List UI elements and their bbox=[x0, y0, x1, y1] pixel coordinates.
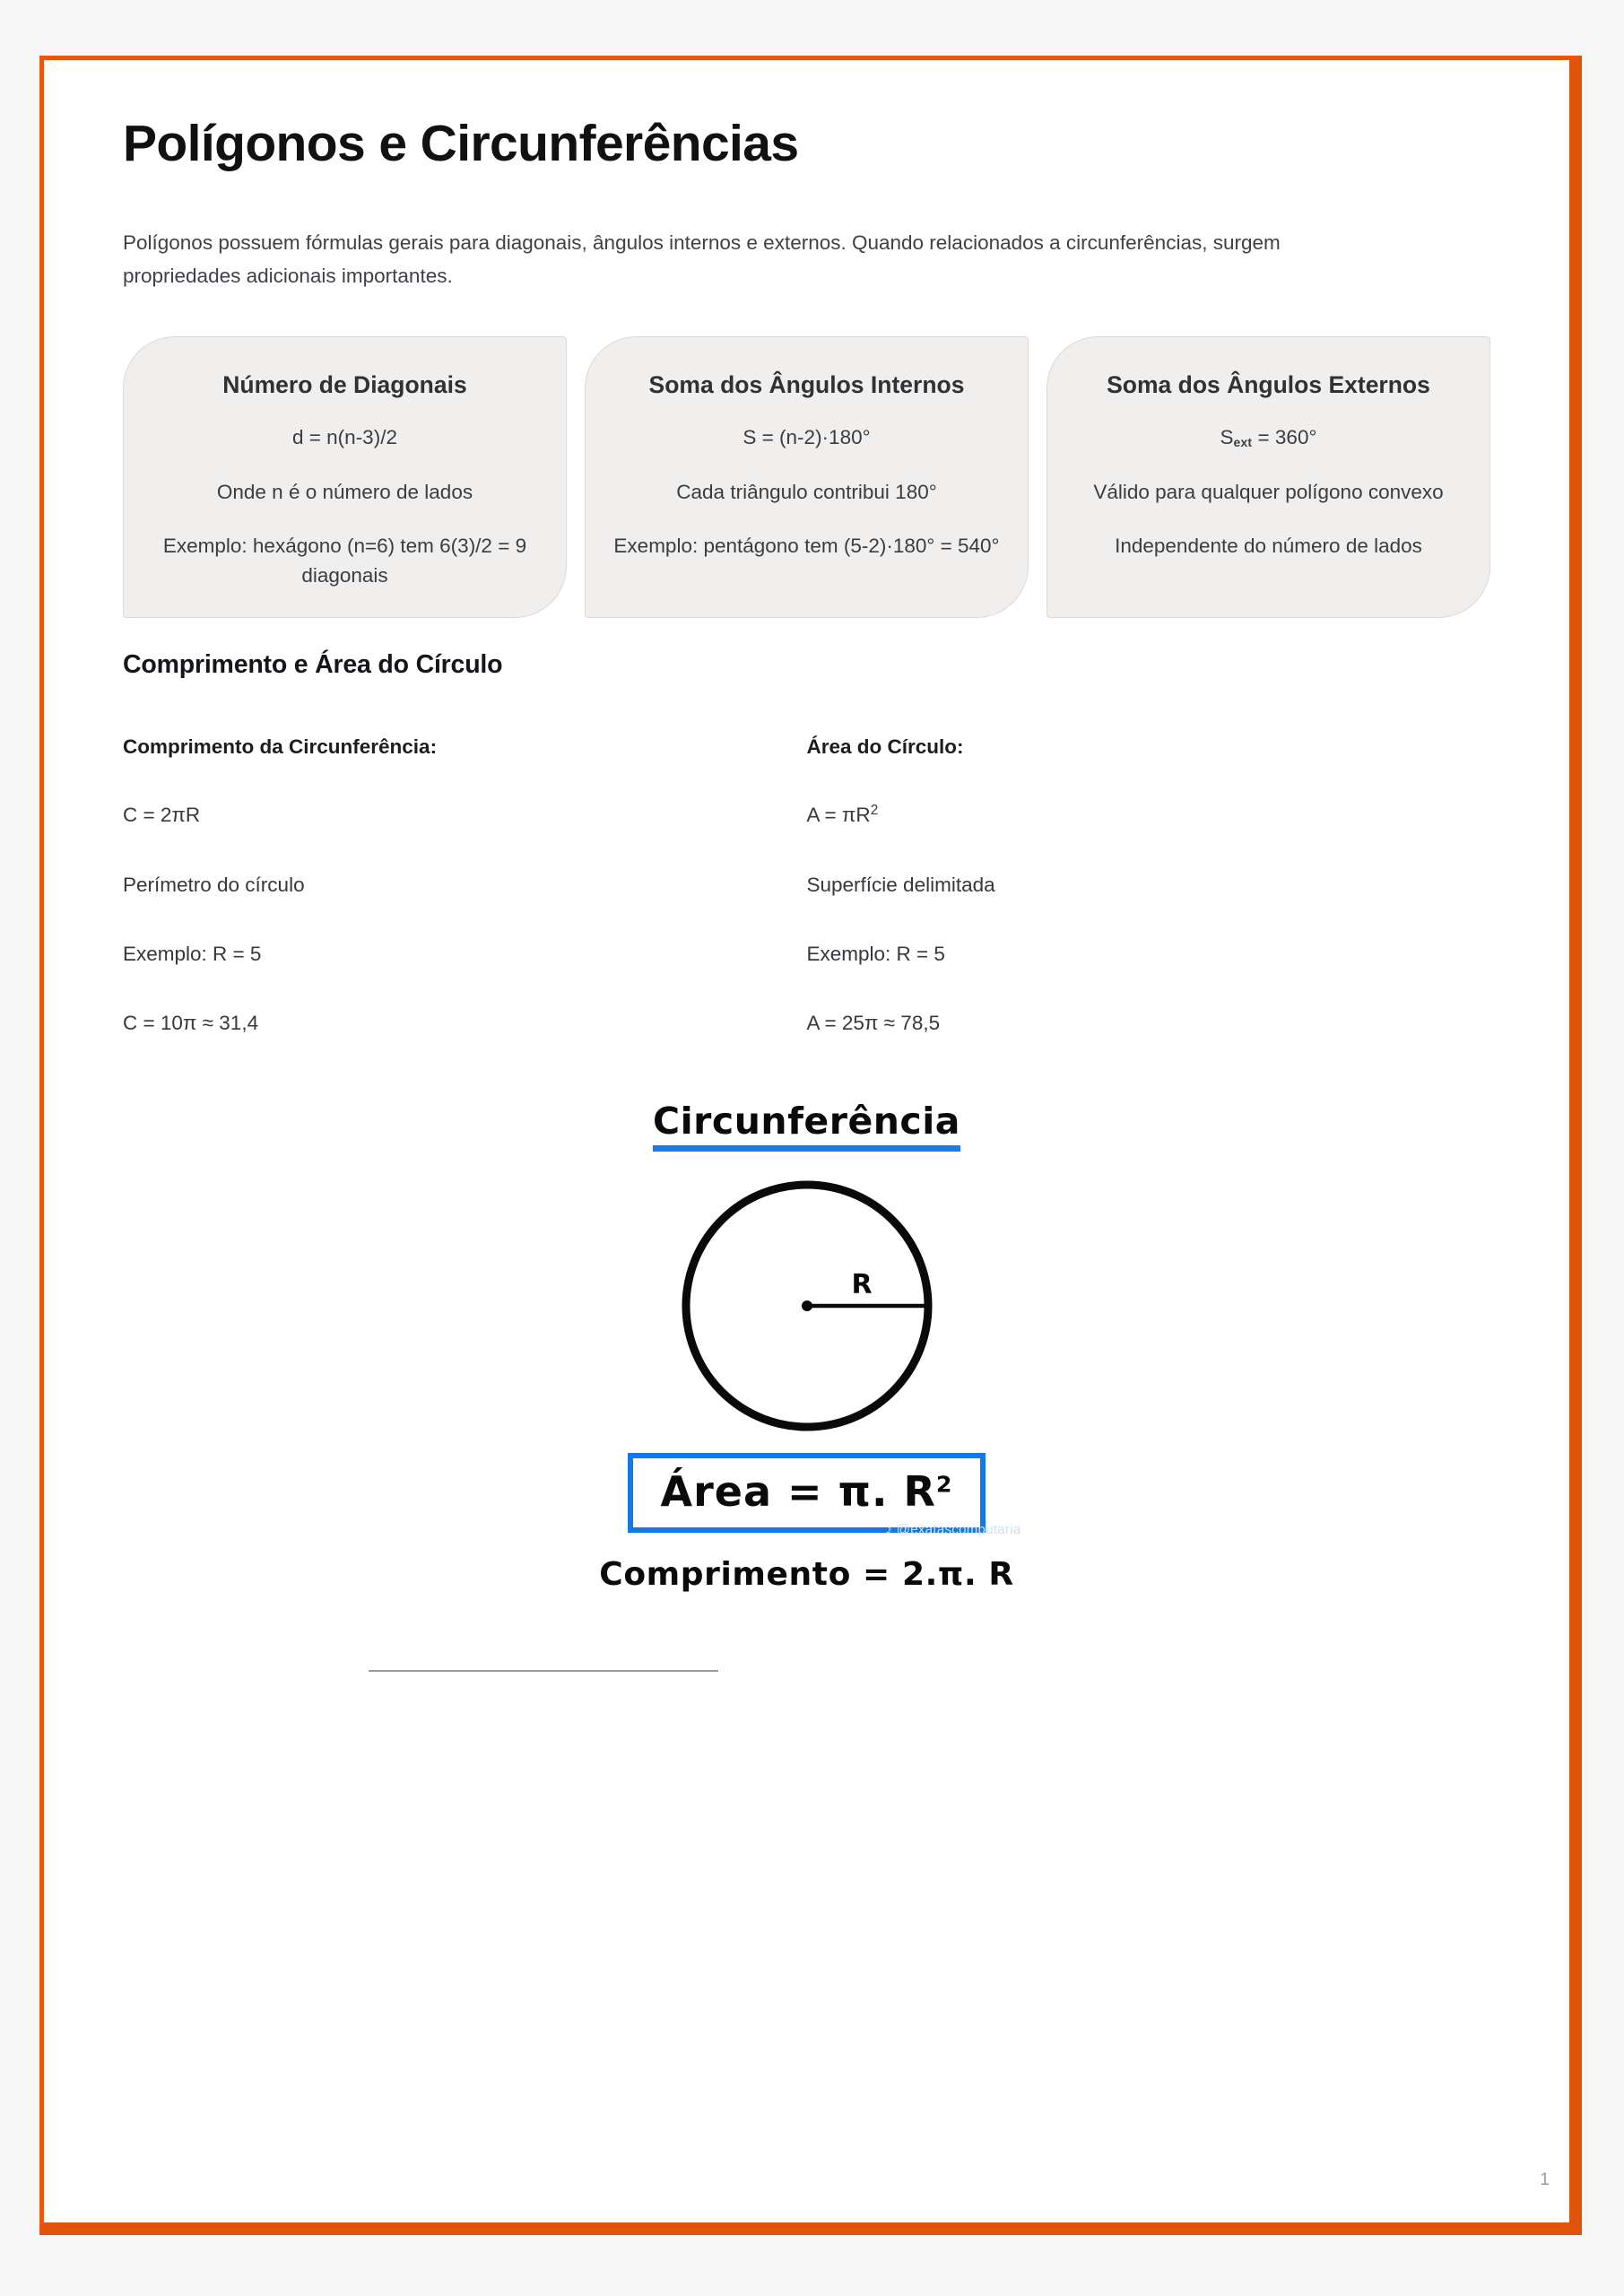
card-description: Onde n é o número de lados bbox=[216, 480, 473, 503]
column-description: Superfície delimitada bbox=[806, 873, 995, 896]
card-formula bbox=[1071, 423, 1466, 453]
page-title: Polígonos e Circunferências bbox=[123, 115, 799, 172]
circle-diagram bbox=[123, 1102, 1490, 1592]
column-comprimento bbox=[123, 735, 807, 1036]
area-formula-box bbox=[628, 1453, 1021, 1538]
formula-card-row bbox=[123, 336, 1490, 619]
formula-base: A = πR bbox=[806, 804, 871, 827]
area-formula-exponent: 2 bbox=[935, 1471, 953, 1498]
card-example: Exemplo: hexágono (n=6) tem 6(3)/2 = 9 diagonais bbox=[162, 535, 527, 587]
column-heading: Comprimento da Circunferência: bbox=[123, 735, 438, 759]
area-formula-text: Área = π. R bbox=[660, 1467, 936, 1517]
card-title: Soma dos Ângulos Externos bbox=[1107, 370, 1430, 398]
formula-card-diagonais bbox=[123, 336, 567, 619]
card-example: Exemplo: pentágono tem (5-2)·180° = 540° bbox=[613, 535, 1000, 558]
column-description: Perímetro do círculo bbox=[123, 873, 305, 896]
column-example-result: A = 25π ≈ 78,5 bbox=[806, 1012, 941, 1035]
card-description: Válido para qualquer polígono convexo bbox=[1093, 480, 1444, 503]
circle-illustration bbox=[123, 1171, 1490, 1440]
formula-remainder: = 360° bbox=[1252, 425, 1317, 448]
formula-symbol: S bbox=[1220, 425, 1234, 448]
card-title: Número de Diagonais bbox=[222, 370, 467, 398]
document-page bbox=[39, 56, 1582, 2235]
column-heading: Área do Círculo: bbox=[806, 735, 964, 759]
page-number: 1 bbox=[1540, 2170, 1550, 2189]
column-example-result: C = 10π ≈ 31,4 bbox=[123, 1012, 259, 1035]
formula-subscript: ext bbox=[1233, 435, 1253, 449]
circle-shape-icon bbox=[655, 1171, 960, 1440]
column-formula: C = 2πR bbox=[123, 804, 201, 827]
radius-label: R bbox=[850, 1269, 873, 1301]
tiktok-watermark: ♪ @exatascomputaria bbox=[885, 1522, 1021, 1538]
formula-exponent: 2 bbox=[870, 803, 879, 819]
footer-divider bbox=[369, 1670, 718, 1672]
section-heading: Comprimento e Área do Círculo bbox=[123, 650, 503, 680]
formula-card-angulos-externos bbox=[1046, 336, 1490, 619]
card-formula: d = n(n-3)/2 bbox=[292, 425, 397, 448]
formula-card-angulos-internos bbox=[585, 336, 1029, 619]
column-formula bbox=[807, 802, 1455, 828]
column-example-input: Exemplo: R = 5 bbox=[123, 942, 262, 965]
card-description: Cada triângulo contribui 180° bbox=[676, 480, 937, 503]
card-example: Independente do número de lados bbox=[1115, 535, 1422, 558]
circle-formula-columns bbox=[123, 735, 1490, 1036]
diagram-title: Circunferência bbox=[653, 1102, 960, 1152]
page-content bbox=[44, 60, 1569, 2222]
card-title: Soma dos Ângulos Internos bbox=[648, 370, 965, 398]
area-formula-wrap bbox=[123, 1440, 1490, 1538]
column-area bbox=[807, 735, 1491, 1036]
perimeter-formula: Comprimento = 2.π. R bbox=[599, 1555, 1014, 1593]
intro-paragraph: Polígonos possuem fórmulas gerais para diagonais, ângulos internos e externos. Quando relacionados a circunferências, surgem propriedades adicionais importantes. bbox=[123, 231, 1281, 288]
card-formula: S = (n-2)·180° bbox=[743, 425, 871, 448]
column-example-input: Exemplo: R = 5 bbox=[806, 942, 945, 965]
